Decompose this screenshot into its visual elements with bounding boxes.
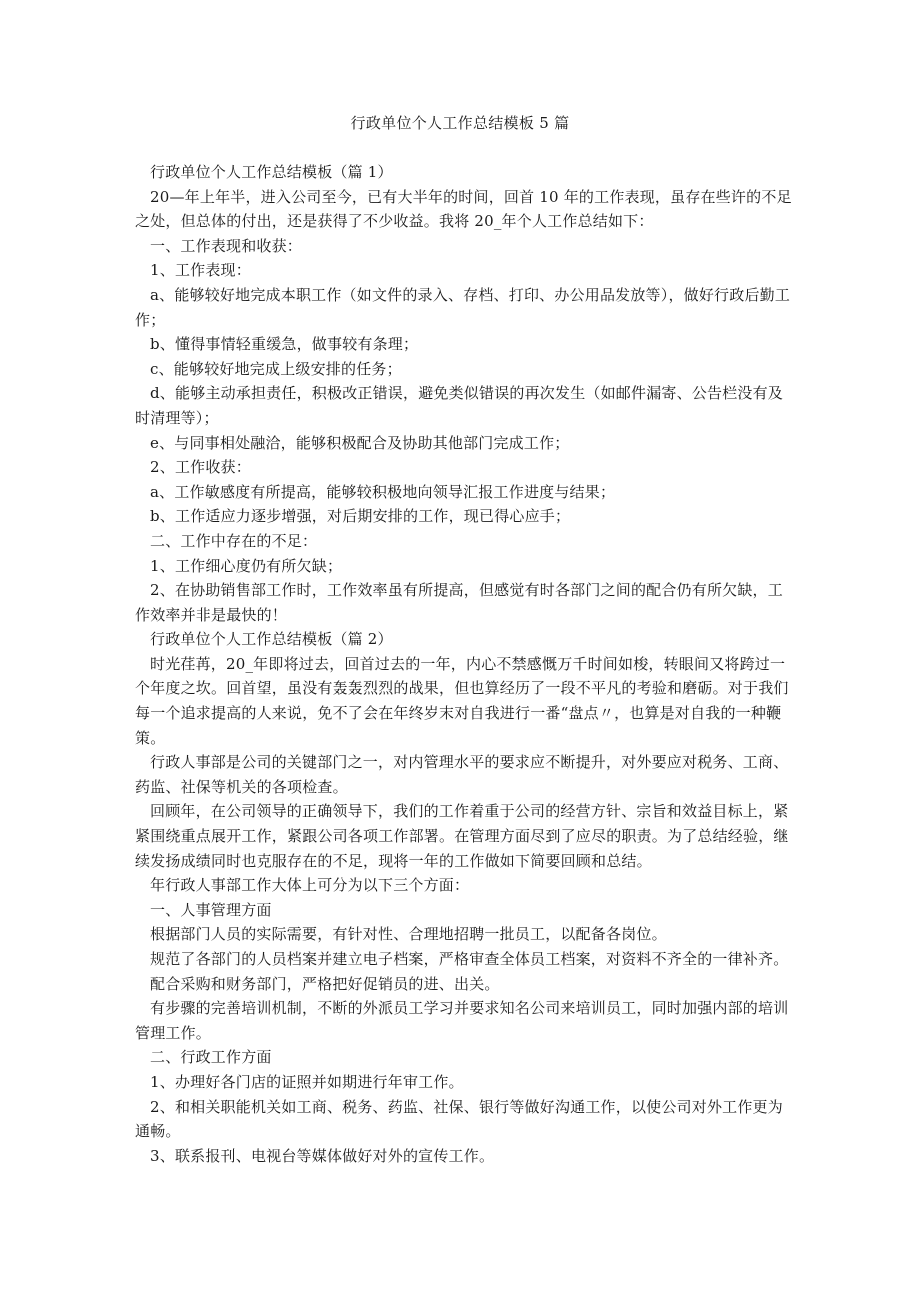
paragraph: d、能够主动承担责任，积极改正错误，避免类似错误的再次发生（如邮件漏寄、公告栏没有及时清理等）； xyxy=(135,384,784,427)
paragraph: b、工作适应力逐步增强，对后期安排的工作，现已得心应手； xyxy=(150,507,571,526)
paragraph: 20—年上年半，进入公司至今，已有大半年的时间，回首 10 年的工作表现，虽存在些许的不足之处，但总体的付出，还是获得了不少收益。我将 20_年个人工作总结如下： xyxy=(135,187,792,231)
paragraph: 2、工作收获： xyxy=(150,458,251,477)
paragraph: 根据部门人员的实际需要，有针对性、合理地招聘一批员工，以配备各岗位。 xyxy=(150,925,667,944)
paragraph: 2、在协助销售部工作时，工作效率虽有所提高，但感觉有时各部门之间的配合仍有所欠缺，工作效率并非是最快的！ xyxy=(135,581,783,624)
document-body xyxy=(135,160,795,1168)
paragraph: 有步骤的完善培训机制，不断的外派员工学习并要求知名公司来培训员工，同时加强内部的培训管理工作。 xyxy=(135,999,789,1042)
paragraph: 二、行政工作方面 xyxy=(150,1048,272,1067)
paragraph: 一、工作表现和收获： xyxy=(150,236,303,255)
paragraph: 行政单位个人工作总结模板（篇 1） xyxy=(150,163,393,181)
paragraph: 1、工作表现： xyxy=(150,261,251,280)
paragraph: 年行政人事部工作大体上可分为以下三个方面： xyxy=(150,876,470,895)
paragraph: 1、工作细心度仍有所欠缺； xyxy=(150,556,343,575)
paragraph: b、懂得事情轻重缓急，做事较有条理； xyxy=(150,335,419,354)
paragraph: 二、工作中存在的不足： xyxy=(150,531,318,550)
paragraph: 配合采购和财务部门，严格把好促销员的进、出关。 xyxy=(150,974,500,993)
paragraph: a、工作敏感度有所提高，能够较积极地向领导汇报工作进度与结果； xyxy=(150,482,616,501)
paragraph: 行政单位个人工作总结模板（篇 2） xyxy=(150,630,393,649)
paragraph: e、与同事相处融洽，能够积极配合及协助其他部门完成工作； xyxy=(150,433,570,452)
paragraph: 一、人事管理方面 xyxy=(150,900,272,919)
paragraph: 规范了各部门的人员档案并建立电子档案，严格审查全体员工档案，对资料不齐全的一律补齐。 xyxy=(150,950,789,968)
paragraph: 行政人事部是公司的关键部门之一，对内管理水平的要求应不断提升，对外要应对税务、工商、药监、社保等机关的各项检查。 xyxy=(135,753,789,796)
paragraph: c、能够较好地完成上级安排的任务； xyxy=(150,359,402,378)
paragraph: a、能够较好地完成本职工作（如文件的录入、存档、打印、办公用品发放等），做好行政后勤工作； xyxy=(135,285,791,329)
paragraph: 3、联系报刊、电视台等媒体做好对外的宣传工作。 xyxy=(150,1146,495,1165)
paragraph: 2、和相关职能机关如工商、税务、药监、社保、银行等做好沟通工作，以使公司对外工作更为通畅。 xyxy=(135,1097,783,1141)
paragraph: 时光荏苒，20_年即将过去，回首过去的一年，内心不禁感慨万千时间如梭，转眼间又将跨过一个年度之坎。回首望，虽没有轰轰烈烈的战果，但也算经历了一段不平凡的考验和磨砺。对于我们每一个追求提高的人来说，免不了会在年终岁末对自我进行一番“盘点〃，也算是对自我的一种鞭策。 xyxy=(135,654,789,747)
paragraph: 1、办理好各门店的证照并如期进行年审工作。 xyxy=(150,1072,464,1091)
document-title: 行政单位个人工作总结模板 5 篇 xyxy=(350,114,570,132)
paragraph: 回顾年，在公司领导的正确领导下，我们的工作着重于公司的经营方针、宗旨和效益目标上，紧紧围绕重点展开工作，紧跟公司各项工作部署。在管理方面尽到了应尽的职责。为了总结经验，继续发扬成绩同时也克服存在的不足，现将一年的工作做如下简要回顾和总结。 xyxy=(135,802,789,870)
